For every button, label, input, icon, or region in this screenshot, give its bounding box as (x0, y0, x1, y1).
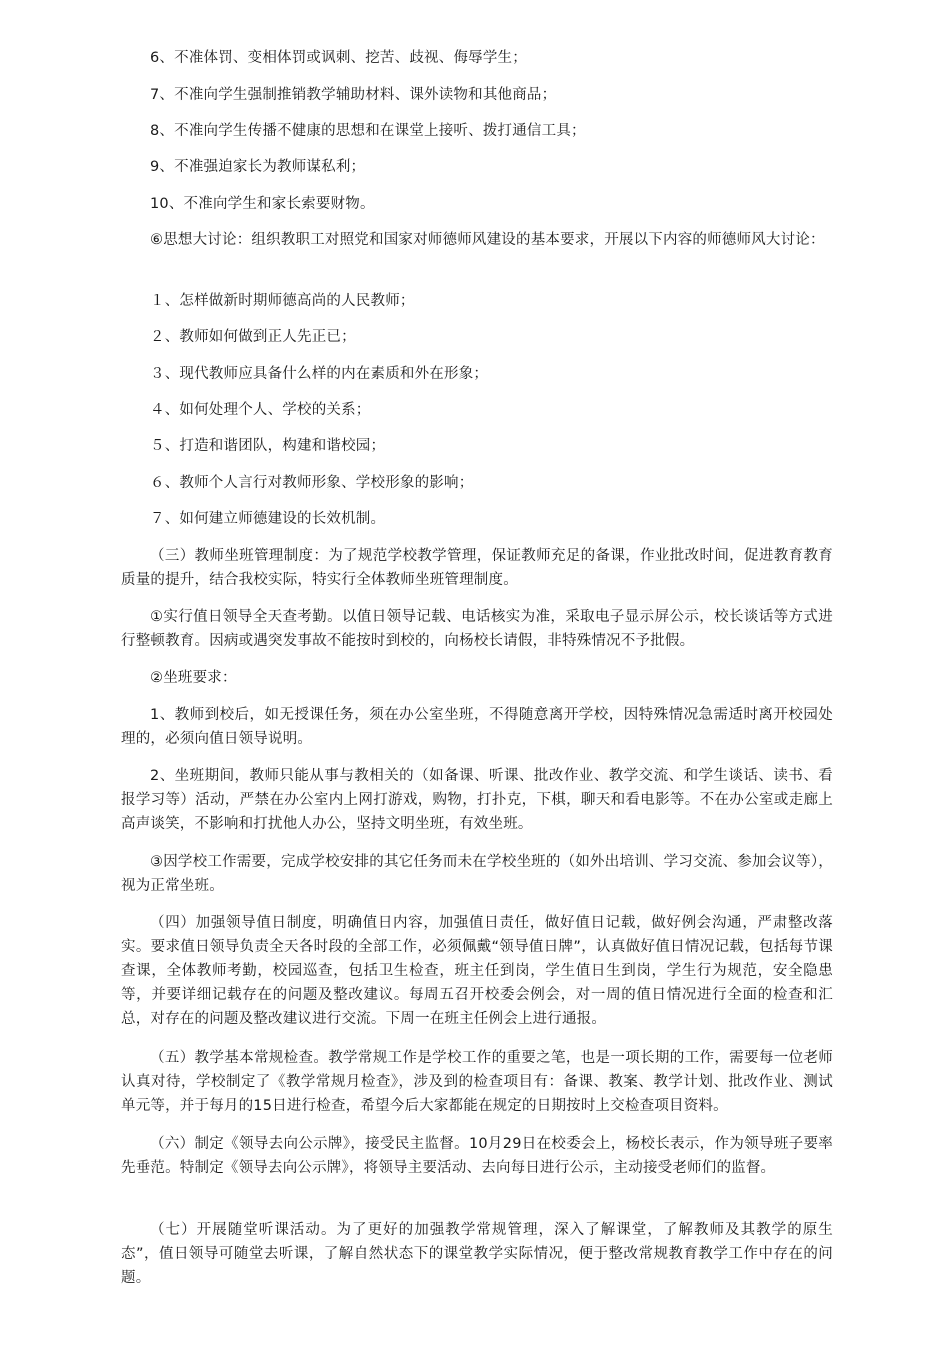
rule-item-6: 6、不准体罚、变相体罚或讽刺、挖苦、歧视、侮辱学生； (150, 50, 527, 66)
section-4-paragraph: （四）加强领导值日制度，明确值日内容，加强值日责任，做好值日记载，做好例会沟通，严肃整改落实。要求值日领导负责全天各时段的全部工作，必须佩戴“领导值日牌”，认真做好值日情况记载，包括每节课查课，全体教师考勤，校园巡查，包括卫生检查，班主任到岗，学生值日生到岗，学生行为规范，安全隐患等，并要详细记载存在的问题及整改建议。每周五召开校委会例会，对一周的值日情况进行全面的检查和汇总，对存在的问题及整改建议进行交流。下周一在班主任例会上进行通报。 (121, 915, 833, 1027)
discussion-item-6: ６、教师个人言行对教师形象、学校形象的影响； (150, 475, 474, 491)
attendance-paragraph: ①实行值日领导全天查考勤。以值日领导记载、电话核实为准，采取电子显示屏公示，校长谈话等方式进行整顿教育。因病或遇突发事故不能按时到校的，向杨校长请假，非特殊情况不予批假。 (121, 609, 833, 649)
discussion-intro: ⑥思想大讨论：组织教职工对照党和国家对师德师风建设的基本要求，开展以下内容的师德师风大讨论： (150, 232, 825, 248)
sitting-requirement-1: 1、教师到校后，如无授课任务，须在办公室坐班，不得随意离开学校，因特殊情况急需适时离开校园处理的，必须向值日领导说明。 (121, 707, 833, 747)
discussion-item-4: ４、如何处理个人、学校的关系； (150, 402, 371, 418)
section-7-paragraph: （七）开展随堂听课活动。为了更好的加强教学常规管理，深入了解课堂，了解教师及其教学的原生态”，值日领导可随堂去听课，了解自然状态下的课堂教学实际情况，便于整改常规教育教学工作中存在的问题。 (121, 1222, 833, 1286)
sitting-requirement-2: 2、坐班期间，教师只能从事与教相关的（如备课、听课、批改作业、教学交流、和学生谈话、读书、看报学习等）活动，严禁在办公室内上网打游戏，购物，打扑克，下棋，聊天和看电影等。不在办公室或走廊上高声谈笑，不影响和打扰他人办公，坚持文明坐班，有效坐班。 (121, 768, 833, 832)
discussion-item-7: ７、如何建立师德建设的长效机制。 (150, 511, 386, 527)
sitting-requirement-3: ③因学校工作需要，完成学校安排的其它任务而未在学校坐班的（如外出培训、学习交流、参加会议等），视为正常坐班。 (121, 854, 833, 894)
discussion-item-2: ２、教师如何做到正人先正已； (150, 329, 356, 345)
rule-item-7: 7、不准向学生强制推销教学辅助材料、课外读物和其他商品； (150, 87, 557, 103)
discussion-item-5: ５、打造和谐团队，构建和谐校园； (150, 438, 386, 454)
rule-item-9: 9、不准强迫家长为教师谋私利； (150, 159, 366, 175)
rule-item-10: 10、不准向学生和家长索要财物。 (150, 196, 375, 212)
discussion-item-3: ３、现代教师应具备什么样的内在素质和外在形象； (150, 366, 489, 382)
section-6-paragraph: （六）制定《领导去向公示牌》，接受民主监督。10月29日在校委会上，杨校长表示，作为领导班子要率先垂范。特制定《领导去向公示牌》，将领导主要活动、去向每日进行公示，主动接受老师们的监督。 (121, 1136, 833, 1176)
discussion-item-1: １、怎样做新时期师德高尚的人民教师； (150, 293, 415, 309)
rule-item-8: 8、不准向学生传播不健康的思想和在课堂上接听、拨打通信工具； (150, 123, 586, 139)
section-5-paragraph: （五）教学基本常规检查。教学常规工作是学校工作的重要之笔，也是一项长期的工作，需要每一位老师认真对待，学校制定了《教学常规月检查》，涉及到的检查项目有：备课、教案、教学计划、批改作业、测试单元等，并于每月的15日进行检查，希望今后大家都能在规定的日期按时上交检查项目资料。 (121, 1050, 833, 1114)
sitting-requirements-label: ②坐班要求： (150, 670, 237, 686)
section-3-heading-paragraph: （三）教师坐班管理制度：为了规范学校教学管理，保证教师充足的备课，作业批改时间，促进教育教育质量的提升，结合我校实际，特实行全体教师坐班管理制度。 (121, 548, 833, 588)
